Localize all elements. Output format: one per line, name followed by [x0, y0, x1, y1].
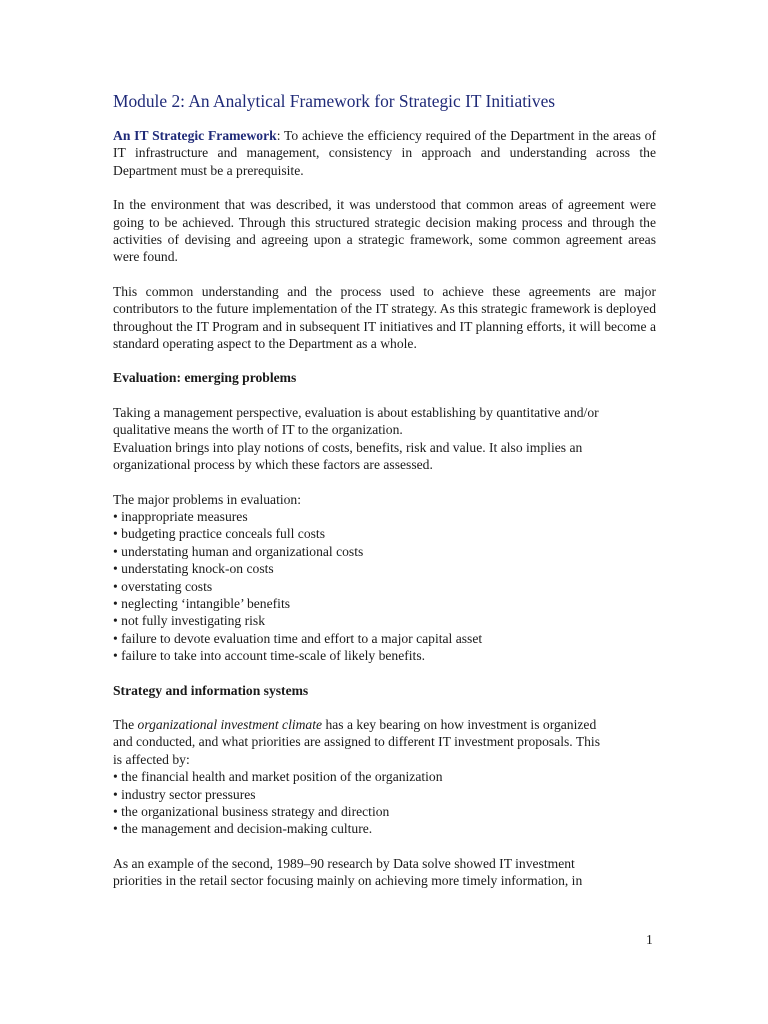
problem-item: • understating human and organizational costs [113, 543, 364, 559]
strategy-line [113, 716, 656, 733]
investment-climate-term: organizational investment climate [137, 716, 323, 732]
environment-paragraph: In the environment that was described, it was understood that common areas of agreement were going to be achieved. Through this structured strategic decision making process and through the activities of devising and agreeing upon a strategic framework, some common agreement areas were found. [113, 197, 656, 265]
problems-list [113, 508, 656, 665]
affected-list [113, 768, 656, 838]
problem-item: • not fully investigating risk [113, 613, 266, 629]
page-number: 1 [646, 932, 653, 947]
understanding-paragraph: This common understanding and the process used to achieve these agreements are major contributors to the future implementation of the IT strategy. As this strategic framework is deployed throughout the IT Program and in subsequent IT initiatives and IT planning efforts, it will become a standard operating aspect to the Department as a whole. [113, 283, 656, 352]
problem-item: • budgeting practice conceals full costs [113, 526, 325, 542]
problem-item: • understating knock-on costs [113, 561, 274, 577]
affected-item: • the financial health and market position of the organization [113, 769, 443, 785]
example-line: As an example of the second, 1989–90 research by Data solve showed IT investment [113, 855, 575, 871]
affected-item: • industry sector pressures [113, 786, 256, 802]
strategy-line-start: The [113, 716, 138, 732]
document-title: Module 2: An Analytical Framework for Strategic IT Initiatives [113, 91, 556, 111]
evaluation-line: Evaluation brings into play notions of costs, benefits, risk and value. It also implies an [113, 439, 583, 455]
strategy-heading: Strategy and information systems [113, 682, 309, 698]
problems-block [113, 491, 656, 665]
framework-lead-term: An IT Strategic Framework [113, 128, 277, 143]
affected-item: • the management and decision-making culture. [113, 821, 373, 837]
document-page [113, 90, 656, 907]
strategy-line-end: has a key bearing on how investment is organized [322, 716, 597, 732]
problem-item: • neglecting ‘intangible’ benefits [113, 595, 291, 611]
strategy-block [113, 716, 656, 838]
strategy-line: and conducted, and what priorities are assigned to different IT investment proposals. This [113, 734, 600, 750]
evaluation-paragraph [113, 404, 656, 474]
evaluation-heading: Evaluation: emerging problems [113, 370, 297, 386]
strategy-line: is affected by: [113, 751, 190, 767]
affected-item: • the organizational business strategy and direction [113, 804, 390, 819]
framework-paragraph [113, 127, 656, 179]
example-line: priorities in the retail sector focusing mainly on achieving more timely information, in [113, 873, 583, 889]
example-paragraph [113, 855, 656, 890]
evaluation-line: organizational process by which these factors are assessed. [113, 457, 433, 473]
problems-intro: The major problems in evaluation: [113, 491, 301, 507]
evaluation-line: Taking a management perspective, evaluation is about establishing by quantitative and/or [113, 404, 599, 420]
framework-lead-text: : To achieve the efficiency required of the Department in the areas of IT infrastructure and management, consistency in approach and understanding across the Department must be a prerequisite. [113, 128, 656, 178]
problem-item: • inappropriate measures [113, 508, 248, 524]
evaluation-line: qualitative means the worth of IT to the organization. [113, 422, 403, 438]
problem-item: • overstating costs [113, 578, 213, 594]
problem-item: • failure to take into account time-scale of likely benefits. [113, 648, 426, 664]
problem-item: • failure to devote evaluation time and effort to a major capital asset [113, 630, 483, 646]
